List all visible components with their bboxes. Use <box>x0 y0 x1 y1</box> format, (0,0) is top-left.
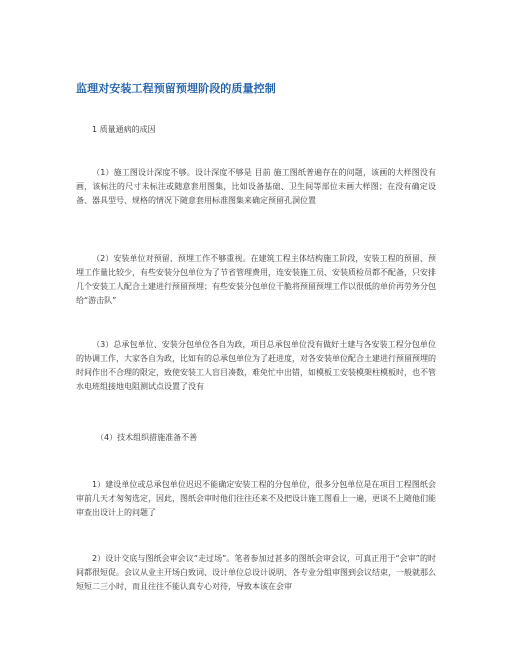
document-title: 监理对安装工程预留预埋阶段的质量控制 <box>76 82 276 95</box>
paragraph-5-text: 2）设计交底与图纸会审会议“走过场”。笔者参加过甚多的图纸会审会议，可真正用于“会审”的时间都很短促。会议从业主开场白致词、设计单位总设计说明、各专业分组审图到会议结束，一般就那么短短二三小时，而且往往不能认真专心对待，导致本该在会审 <box>76 554 436 591</box>
subheading: （4）技术组织措施准备不善 <box>96 433 198 442</box>
paragraph-1 <box>76 166 436 208</box>
paragraph-1-text: （1）施工图设计深度不够。设计深度不够是 目前 施工图纸普遍存在的问题，该画的大样图没有画，该标注的尺寸未标注或随意套用图集，比如设备基础、卫生间等部位未画大样图；在没有确定设备、器具型号、规格的情况下随意套用标准图集来确定预留孔洞位置 <box>76 168 436 205</box>
paragraph-5 <box>76 552 436 594</box>
paragraph-4 <box>76 478 436 520</box>
paragraph-3-text: （3）总承包单位、安装分包单位各自为政，项目总承包单位没有做好土建与各安装工程分包单位的协调工作，大家各自为政，比如有的总承包单位为了赶进度，对各安装单位配合土建进行预留预埋的时间作出不合理的限定，致使安装工人盲目凑数，难免忙中出错，如模板工安装模架柱模板时，也不管水电班组接地电阻测试点设置了没有 <box>76 340 436 391</box>
paragraph-2-text: （2）安装单位对预留、预埋工作不够重视。在建筑工程主体结构施工阶段，安装工程的预留、预埋工作量比较少，有些安装分包单位为了节省管理费用，连安装施工员、安装质检员都不配备，只安排几个安装工人配合土建进行预留预埋；有些安装分包单位干脆将预留预埋工作以很低的单价再劳务分包给“游击队” <box>76 254 436 305</box>
paragraph-2 <box>76 252 436 308</box>
paragraph-3 <box>76 338 436 394</box>
section-heading: 1 质量通病的成因 <box>92 125 156 134</box>
paragraph-4-text: 1）建设单位或总承包单位迟迟不能确定安装工程的分包单位，很多分包单位是在项目工程图纸会审前几天才匆匆选定，因此，图纸会审时他们往往还来不及把设计施工图看上一遍，更谈不上随他们能审查出设计上的问题了 <box>76 480 436 517</box>
